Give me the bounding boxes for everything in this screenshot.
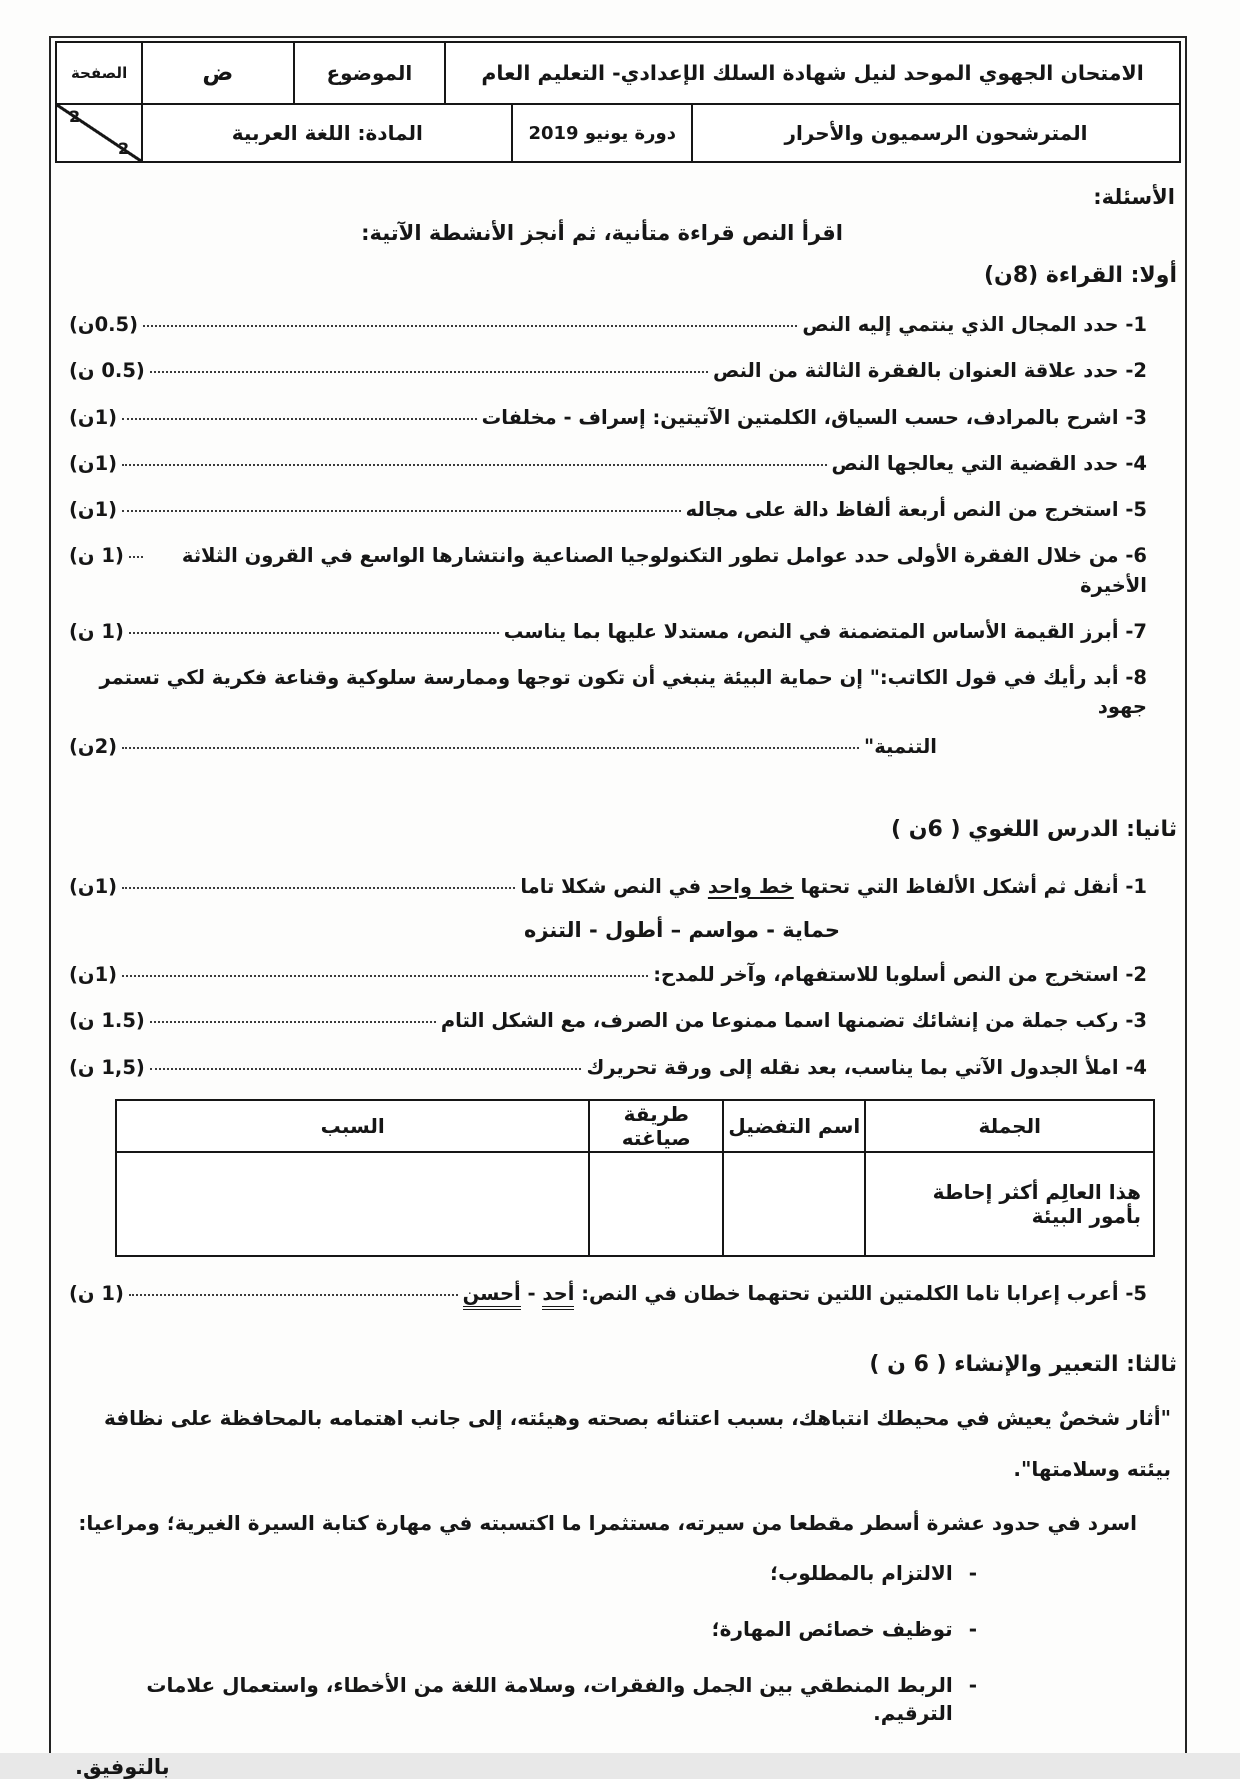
lang-question-row-2: [69, 960, 1147, 989]
question-text: 5- استخرج من النص أربعة ألفاظ دالة على مجاله: [685, 498, 1147, 521]
points-badge: (1,5 ن): [69, 1055, 145, 1079]
questions-label: الأسئلة:: [1093, 185, 1175, 209]
question-text: 8- أبد رأيك في قول الكاتب:" إن حماية البيئة ينبغي أن تكون توجها وممارسة سلوكية وقناعة فكرية لكي تستمر جهود: [99, 666, 1147, 719]
question-row-4: [69, 449, 1147, 478]
dotted-leader: [129, 556, 143, 558]
points-badge: (1 ن): [69, 1281, 124, 1305]
question-row-6: [69, 541, 1147, 600]
underlined-phrase: خط واحد: [707, 874, 794, 898]
bullet-dash: -: [968, 1561, 977, 1585]
question-row-7: [69, 617, 1147, 646]
page-current: 2: [69, 107, 81, 126]
candidates-cell: المترشحون الرسميون والأحرار: [691, 105, 1179, 161]
bullet-dash: -: [968, 1617, 977, 1641]
dotted-leader: [122, 975, 648, 977]
dotted-leader: [122, 747, 859, 749]
dotted-leader: [122, 510, 681, 512]
lang-question-row-3: [69, 1006, 1147, 1035]
dotted-leader: [129, 1294, 458, 1296]
points-badge: (1ن): [69, 405, 118, 429]
question-text: 2- حدد علاقة العنوان بالفقرة الثالثة من النص: [712, 359, 1147, 383]
column-header-reason: السبب: [116, 1100, 589, 1152]
exam-title: الامتحان الجهوي الموحد لنيل شهادة السلك الإعدادي- التعليم العام: [444, 43, 1179, 105]
question-text: 6- من خلال الفقرة الأولى حدد عوامل تطور التكنولوجيا الصناعية وانتشارها الواسع في القرون الثلاثة الأخيرة: [181, 544, 1147, 597]
column-header-formation: طريقة صياغته: [589, 1100, 723, 1152]
lang-question-row-4: [69, 1053, 1147, 1082]
reading-instruction: اقرأ النص قراءة متأنية، ثم أنجز الأنشطة الآتية:: [361, 221, 843, 245]
section3-heading: ثالثا: التعبير والإنشاء ( 6 ن ): [869, 1352, 1177, 1377]
dotted-leader: [122, 887, 515, 889]
points-badge: (1 ن): [69, 619, 124, 643]
question-text: 3- اشرح بالمرادف، حسب السياق، الكلمتين الآتيتين: إسراف - مخلفات: [481, 405, 1147, 429]
writing-task: اسرد في حدود عشرة أسطر مقطعا من سيرته، مستثمرا ما اكتسبته في مهارة كتابة السيرة الغيرية؛ ومراعيا:: [78, 1511, 1137, 1535]
question-text: 3- ركب جملة من إنشائك تضمنها اسما ممنوعا من الصرف، مع الشكل التام: [440, 1009, 1147, 1033]
question-text: التنمية": [864, 734, 937, 758]
column-header-tafdil-noun: اسم التفضيل: [723, 1100, 865, 1152]
word-list: حماية - مواسم – أطول - التنزه: [523, 918, 841, 942]
section1-heading: أولا: القراءة (8ن): [983, 263, 1177, 288]
question-text: 4- املأ الجدول الآتي بما يناسب، بعد نقله إلى ورقة تحريرك: [586, 1055, 1147, 1079]
empty-cell: [589, 1152, 723, 1256]
lang-question-row-1: [69, 872, 1147, 901]
points-badge: (1ن): [69, 874, 118, 898]
question-row-8: [69, 663, 1147, 722]
dotted-leader: [150, 1021, 436, 1023]
dotted-leader: [122, 464, 826, 466]
column-header-sentence: الجملة: [865, 1100, 1154, 1152]
criterion-text: الربط المنطقي بين الجمل والفقرات، وسلامة اللغة من الأخطاء، واستعمال علامات الترقيم.: [146, 1673, 953, 1725]
subject-name-cell: المادة: اللغة العربية: [141, 105, 511, 161]
criterion-item-3: [67, 1671, 977, 1727]
double-underlined-word: أحسن: [463, 1282, 521, 1310]
dotted-leader: [122, 418, 477, 420]
exam-content: [51, 163, 1185, 1779]
criterion-item-2: [67, 1615, 977, 1643]
question-row-3: [69, 403, 1147, 432]
question-row-1: [69, 310, 1147, 339]
question-text: 5- أعرب إعرابا تاما الكلمتين اللتين تحتهما خطان في النص: أحد - أحسن: [463, 1279, 1147, 1308]
points-badge: (1ن): [69, 963, 118, 986]
dotted-leader: [143, 325, 797, 327]
question-text: 1- حدد المجال الذي ينتمي إليه النص: [802, 313, 1147, 336]
question-text: 2- استخرج من النص أسلوبا للاستفهام، وآخر للمدح:: [653, 963, 1147, 986]
points-badge: (1ن): [69, 498, 118, 521]
dotted-leader: [150, 1068, 582, 1070]
subject-code-cell: ض: [141, 43, 292, 105]
table-row: [116, 1152, 1154, 1256]
points-badge: (1ن): [69, 451, 118, 475]
emphasized-words: إسراف - مخلفات: [481, 405, 646, 429]
question-text: 7- أبرز القيمة الأساس المتضمنة في النص، مستدلا عليها بما يناسب: [503, 619, 1147, 643]
points-badge: (0.5ن): [69, 313, 139, 336]
question-row-8-tail: [69, 732, 937, 761]
criterion-text: الالتزام بالمطلوب؛: [770, 1561, 953, 1585]
good-luck-note: بالتوفيق.: [75, 1755, 170, 1779]
sentence-cell: هذا العالِم أكثر إحاطة بأمور البيئة: [865, 1152, 1154, 1256]
points-badge: (1.5 ن): [69, 1009, 145, 1033]
session-cell: دورة يونيو 2019: [511, 105, 691, 161]
header-row-2: [57, 105, 1179, 161]
empty-cell: [116, 1152, 589, 1256]
page-border: [49, 36, 1187, 1779]
page-label-cell: الصفحة: [57, 43, 141, 105]
dotted-leader: [150, 371, 708, 373]
table-header-row: [116, 1100, 1154, 1152]
section2-heading: ثانيا: الدرس اللغوي ( 6ن ): [890, 816, 1177, 842]
question-row-2: [69, 356, 1147, 385]
double-underlined-word: أحد: [542, 1282, 574, 1310]
question-text: 1- أنقل ثم أشكل الألفاظ التي تحتها خط واحد في النص شكلا تاما: [520, 874, 1147, 898]
empty-cell: [723, 1152, 865, 1256]
subject-label-cell: الموضوع: [293, 43, 444, 105]
criterion-text: توظيف خصائص المهارة؛: [711, 1617, 953, 1641]
points-badge: (0.5 ن): [69, 359, 145, 383]
dotted-leader: [129, 632, 499, 634]
header-row-1: [57, 43, 1179, 105]
question-row-5: [69, 495, 1147, 524]
header-table: [55, 41, 1181, 163]
question-text: 4- حدد القضية التي يعالجها النص: [831, 451, 1147, 475]
criterion-item-1: [67, 1559, 977, 1587]
points-badge: (1 ن): [69, 544, 124, 568]
writing-prompt-quote: "أثار شخصٌ يعيش في محيطك انتباهك، بسبب اعتنائه بصحته وهيئته، إلى جانب اهتمامه بالمحافظة على نظافة بيئته وسلامتها".: [103, 1406, 1171, 1481]
tafdil-table: [115, 1099, 1155, 1257]
page-total: 2: [118, 139, 130, 158]
page-number-cell: [57, 105, 141, 161]
points-badge: (2ن): [69, 734, 118, 758]
bullet-dash: -: [968, 1673, 977, 1697]
lang-question-row-5: [69, 1279, 1147, 1308]
